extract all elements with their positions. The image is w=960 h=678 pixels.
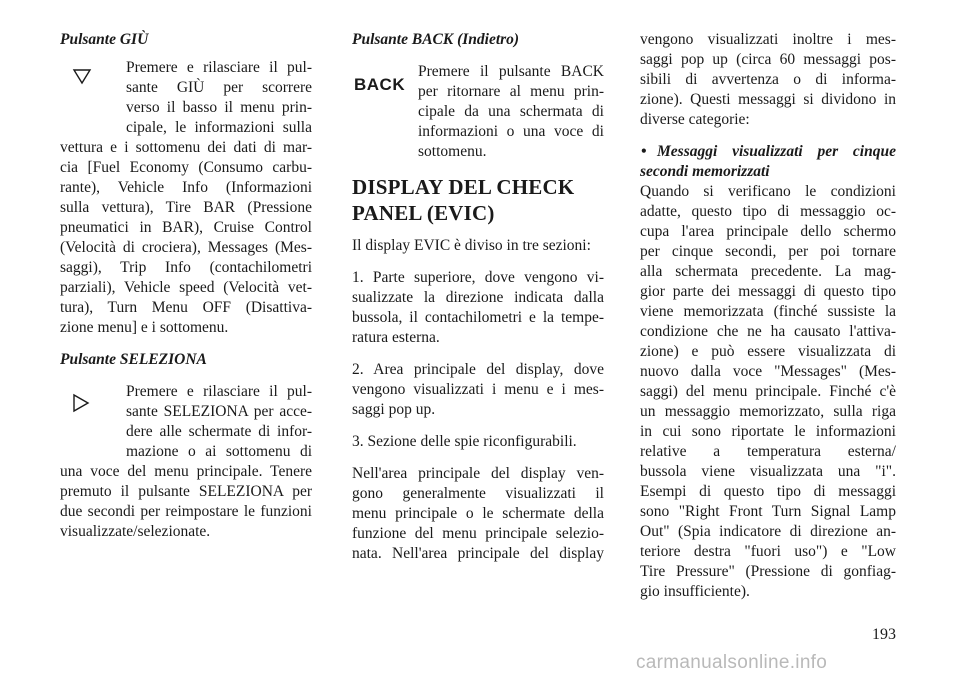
intro-text: Il display EVIC è diviso in tre sezioni: (352, 237, 591, 254)
text-line: secondi memorizzati (640, 163, 770, 180)
text-line: saggi), Trip Info (contachilometri (60, 259, 312, 276)
text-line: zione menu] e i sottomenu. (60, 319, 229, 336)
text-line: 1. Parte superiore, dove vengono vi- (352, 269, 604, 286)
text-line: zione) e può essere visualizzata di (640, 343, 896, 360)
text-line: tura), Turn Menu OFF (Disattiva- (60, 299, 312, 316)
text-line: Tire Pressure" (Pressione di gonfiag- (640, 563, 896, 580)
text-line: saggi pop up. (352, 401, 436, 418)
paragraph-select (60, 462, 312, 542)
text-line: verso il basso il menu prin- (126, 99, 312, 116)
text-line: bussola viene visualizzata una "i". (640, 463, 896, 480)
text-line: alla schermata precedente. La mag- (640, 263, 896, 280)
text-line: dere alle schermate di infor- (126, 423, 312, 440)
text-line: informazioni o una voce di (418, 123, 604, 140)
text-line: condizione che ne ha causato l'attiva- (640, 323, 896, 340)
text-line: bussola, il contachilometri e la tempe- (352, 309, 604, 326)
text-line: funzione del menu principale selezio- (352, 525, 604, 542)
heading-back-button: Pulsante BACK (Indietro) (352, 31, 520, 48)
text-line: cia [Fuel Economy (Consumo carbu- (60, 159, 312, 176)
heading-select-button: Pulsante SELEZIONA (60, 351, 207, 368)
section-title-line: DISPLAY DEL CHECK (352, 175, 575, 199)
paragraph-popup-messages (640, 30, 896, 130)
text-line: cupa l'area principale dello schermo (640, 223, 896, 240)
text-line: parziali), Vehicle speed (Velocità vet- (60, 279, 312, 296)
section-title-line: PANEL (EVIC) (352, 201, 495, 225)
text-line: una voce del menu principale. Tenere (60, 463, 312, 480)
bullet-icon: • (641, 143, 647, 160)
bullet-heading (640, 142, 896, 182)
text-line: vettura e i sottomenu dei dati di mar- (60, 139, 312, 156)
text-line: gono generalmente visualizzati il (352, 485, 604, 502)
text-line: Messaggi visualizzati per cinque (657, 143, 896, 160)
right-triangle-icon (72, 393, 90, 413)
text-line: cipale da una schermata di (418, 103, 604, 120)
text-line: Premere e rilasciare il pul- (126, 59, 312, 76)
text-line: in cui sono riportate le informazioni (640, 423, 896, 440)
text-line: saggi) del menu principale. Finché c'è (640, 383, 896, 400)
section-title (352, 174, 604, 226)
text-line: ratura esterna. (352, 329, 440, 346)
list-item-3: 3. Sezione delle spie riconfigurabili. (352, 433, 577, 450)
paragraph-stored-messages (640, 182, 896, 602)
text-line: sante SELEZIONA per acce- (126, 403, 312, 420)
text-line: menu principale o le schermate della (352, 505, 604, 522)
column-right (640, 30, 896, 602)
text-line: zione). Questi messaggi si dividono in (640, 91, 896, 108)
back-label-icon: BACK (354, 75, 406, 94)
text-line: visualizzate/selezionate. (60, 523, 211, 540)
column-middle (352, 30, 604, 564)
text-line: viene memorizzata (finché sussiste la (640, 303, 896, 320)
text-line: (Velocità di crociera), Messages (Mes- (60, 239, 312, 256)
text-line: diverse categorie: (640, 111, 750, 128)
text-line: Premere e rilasciare il pul- (126, 383, 312, 400)
text-line: nuovo dalla voce "Messages" (Mes- (640, 363, 896, 380)
down-button-description (60, 58, 312, 138)
text-line: Premere il pulsante BACK (418, 63, 604, 80)
select-button-description (60, 382, 312, 462)
text-line: due secondi per reimpostare le funzioni (60, 503, 312, 520)
list-item-2 (352, 360, 604, 420)
text-line: sottomenu. (418, 143, 487, 160)
text-line: sante GIÙ per scorrere (126, 79, 312, 96)
text-line: mazione o ai sottomenu di (126, 443, 312, 460)
text-line: nata. Nell'area principale del display (352, 545, 604, 562)
down-triangle-icon (72, 68, 92, 86)
text-line: Quando si verificano le condizioni (640, 183, 896, 200)
text-line: per cinque secondi, per poi tornare (640, 243, 896, 260)
text-line: sulla vettura), Tire BAR (Pressione (60, 199, 312, 216)
text-line: saggi pop up (circa 60 messaggi pos- (640, 51, 896, 68)
text-line: 2. Area principale del display, dove (352, 361, 604, 378)
back-button-description (352, 62, 604, 162)
text-line: premuto il pulsante SELEZIONA per (60, 483, 312, 500)
text-line: gio insufficiente). (640, 583, 750, 600)
text-line: sono "Right Front Turn Signal Lamp (640, 503, 896, 520)
text-line: Nell'area principale del display ven- (352, 465, 604, 482)
text-line: vengono visualizzati inoltre i mes- (640, 31, 896, 48)
page-number: 193 (872, 626, 896, 643)
list-item-1 (352, 268, 604, 348)
heading-down-button: Pulsante GIÙ (60, 31, 149, 48)
text-line: teriore destra "fuori uso") e "Low (640, 543, 896, 560)
text-line: relative a temperatura esterna/ (640, 443, 896, 460)
paragraph-down-menu (60, 138, 312, 338)
watermark: carmanualsonline.info (636, 652, 828, 673)
text-line: Esempi di questo tipo di messaggi (640, 483, 896, 500)
text-line: sualizzate la direzione indicata dalla (352, 289, 604, 306)
text-line: adatte, questo tipo di messaggio oc- (640, 203, 896, 220)
text-line: per ritornare al menu prin- (418, 83, 604, 100)
text-line: pneumatici in BAR), Cruise Control (60, 219, 312, 236)
column-left (60, 30, 312, 542)
text-line: gior parte dei messaggi di questo tipo (640, 283, 896, 300)
text-line: vengono visualizzati i menu e i mes- (352, 381, 604, 398)
text-line: Out" (Spia indicatore di direzione an- (640, 523, 896, 540)
text-line: sibili di avvertenza o di informa- (640, 71, 896, 88)
text-line: cipale, le informazioni sulla (126, 119, 312, 136)
text-line: rante), Vehicle Info (Informazioni (60, 179, 312, 196)
paragraph-display-area (352, 464, 604, 564)
text-line: un messaggio memorizzato, sulla riga (640, 403, 896, 420)
